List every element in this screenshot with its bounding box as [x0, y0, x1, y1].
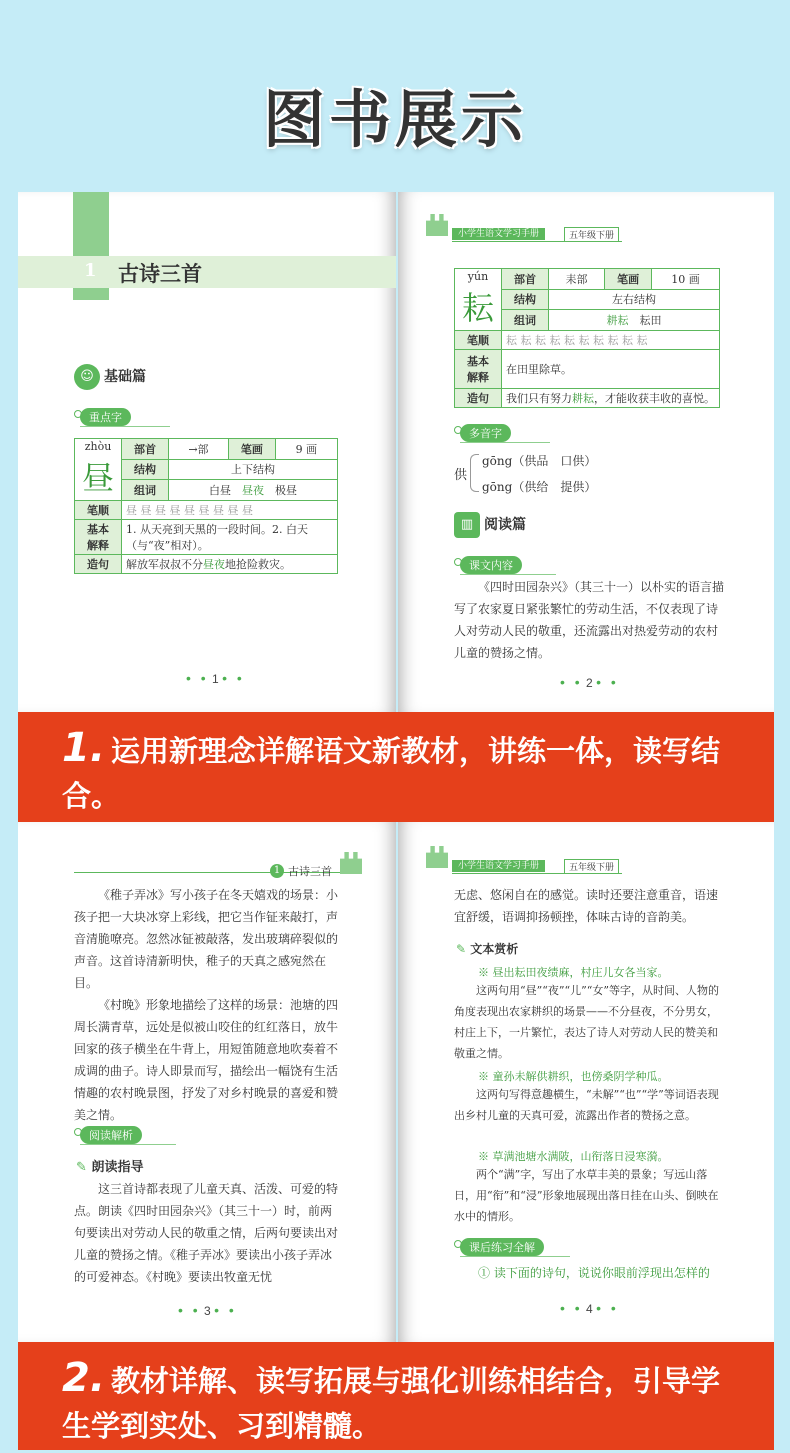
running-header: 小学生语文学习手册: [452, 228, 545, 240]
page-number: • • 4 • •: [560, 1300, 619, 1316]
chip-polyphone: 多音字: [460, 422, 550, 443]
analysis-1: 这两句用“昼”“夜”“儿”“女”等字，从时间、人物的角度表现出农家耕织的场景——不分昼夜，不分男女，村庄上下，一片繁忙，表达了诗人对劳动人民的赞美和敬重之情。: [454, 984, 719, 1060]
quote-3: ※ 草满池塘水满陂，山衔落日浸寒漪。: [478, 1150, 669, 1163]
castle-icon: [426, 214, 448, 236]
book-page-4: [398, 822, 774, 1342]
chip-key-chars: 重点字: [80, 406, 170, 427]
castle-icon: [340, 852, 362, 874]
paragraph-1: 《稚子弄冰》写小孩子在冬天嬉戏的场景：小孩子把一大块冰穿上彩线，把它当作钲来敲打，声音清脆嘹亮。忽然冰钲被敲落，发出玻璃碎裂似的声音。这首诗清新明快，稚子的天真之感宛然在目。: [74, 888, 339, 990]
number-one-icon: ①: [478, 1266, 491, 1280]
chip-analysis: 阅读解析: [80, 1124, 176, 1145]
header-lesson-num: 1: [270, 864, 284, 878]
lesson-title: 古诗三首: [118, 261, 202, 286]
paragraph-2: 《村晚》形象地描绘了这样的场景：池塘的四周长满青草，远处是似被山咬住的红红落日，放牛回家的孩子横坐在牛背上，用短笛随意地吹奏着不成调的曲子。诗人即景而写，描绘出一幅饶有生活情趣的农村晚景图，抒发了对乡村晚景的喜爱和赞美之情。: [74, 998, 339, 1122]
page-number: • • 2 • •: [560, 674, 619, 690]
feature-banner-1: 1. 运用新理念详解语文新教材，讲练一体，读写结合。: [18, 712, 774, 822]
subsection-title: ✎ 朗读指导: [76, 1160, 144, 1175]
polyphone-char: 供: [454, 468, 468, 483]
quote-1: ※ 昼出耘田夜绩麻，村庄儿女各当家。: [478, 966, 669, 979]
analysis-2: 这两句写得意趣横生，“未解”“也”“学”等词语表现出乡村儿童的天真可爱，流露出作者的赞扬之意。: [454, 1088, 719, 1122]
books-icon: ▥: [454, 512, 480, 538]
book-page-3: [18, 822, 396, 1342]
content-paragraph: 《四时田园杂兴》（其三十一）以朴实的语言描写了农家夏日紧张繁忙的劳动生活，不仅表现了诗人对劳动人民的敬重，还流露出对热爱劳动的农村儿童的赞扬之情。: [454, 580, 725, 660]
page-number: • • 1 • •: [186, 670, 245, 686]
section-title-basic: ☺ 基础篇: [74, 364, 146, 390]
castle-icon: [426, 846, 448, 868]
section-title-reading: ▥ 阅读篇: [454, 512, 526, 538]
lesson-header-strip: [18, 256, 396, 288]
book-page-2: [398, 192, 774, 712]
feature-banner-2: 2. 教材详解、读写拓展与强化训练相结合，引导学生学到实处、习到精髓。: [18, 1342, 774, 1450]
quote-2: ※ 童孙未解供耕织，也傍桑阴学种瓜。: [478, 1070, 669, 1083]
header-lesson-title: 古诗三首: [288, 865, 332, 878]
polyphone-brace: [470, 454, 479, 492]
page-heading: 图书展示: [262, 83, 527, 156]
char-glyph-cell: zhòu 昼: [75, 439, 122, 501]
book-page-1: [18, 192, 396, 712]
paragraph-3: 这三首诗都表现了儿童天真、活泼、可爱的特点。朗读《四时田园杂兴》（其三十一）时，前两句要读出对劳动人民的敬重之情，后两句要读出对儿童的赞扬之情。《稚子弄冰》要读出小孩子弄冰的可爱神态。《村晚》要读出牧童无忧: [74, 1182, 339, 1284]
polyphone-2: gōng（供给 提供）: [482, 480, 597, 494]
header-rule: [452, 241, 622, 242]
exercise-1: ① 读下面的诗句，说说你眼前浮现出怎样的: [478, 1266, 710, 1280]
header-rule: [452, 873, 622, 874]
book-icon: ☺: [74, 364, 100, 390]
page-number: • • 3 • •: [178, 1302, 237, 1318]
subsection-title: ✎ 文本赏析: [456, 942, 519, 956]
paragraph-0: 无虑、悠闲自在的感觉。读时还要注意重音，语速宜舒缓，语调抑扬顿挫，体味古诗的音韵美。: [454, 888, 719, 924]
pen-icon: ✎: [76, 1160, 87, 1175]
analysis-3: 两个“满”字，写出了水草丰美的景象；写远山落日，用“衔”和“浸”形象地展现出落日挂在山头、倒映在水中的情形。: [454, 1168, 719, 1223]
running-header-grade: 五年级下册: [564, 859, 619, 874]
chip-content: 课文内容: [460, 554, 556, 575]
char-table-yun: yún 耘 部首 耒部 笔画 10 画 结构 左右结构 组词 耕耘 耘田 笔顺 耘 耘 耘 耘 耘 耘 耘 耘 耘 耘 基本 解释 在田里除草。 造句 我们只有努力耕耘，才能收获丰收的喜悦。: [454, 268, 720, 408]
chip-exercise: 课后练习全解: [460, 1236, 570, 1257]
char-table-zhou: zhòu 昼 部首 →部 笔画 9 画 结构 上下结构 组词 白昼 昼夜 极昼 笔顺 昼 昼 昼 昼 昼 昼 昼 昼 昼 基本 解释 1. 从天亮到天黑的一段时间。2. 白天（与“夜”相对）。 造句 解放军叔叔不分昼夜地抢险救灾。: [74, 438, 338, 574]
char-glyph-cell: yún 耘: [455, 269, 502, 331]
polyphone-1: gōng（供品 口供）: [482, 454, 597, 468]
running-header: 小学生语文学习手册: [452, 860, 545, 872]
pen-icon: ✎: [456, 942, 467, 956]
lesson-number: 1: [84, 260, 97, 281]
running-header-grade: 五年级下册: [564, 227, 619, 242]
